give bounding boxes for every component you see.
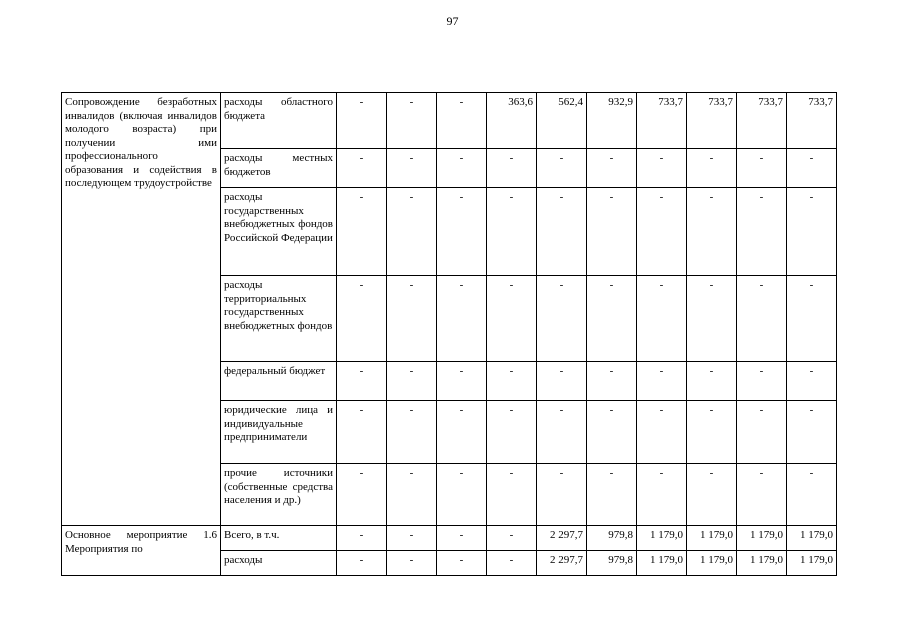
value-cell: -	[337, 464, 387, 526]
value-cell: -	[587, 464, 637, 526]
funding-source-cell: расходы территориальных государственных внебюджетных фондов	[221, 276, 337, 362]
budget-table	[61, 92, 837, 576]
value-cell: -	[337, 149, 387, 188]
table-row	[62, 526, 837, 551]
value-cell: -	[437, 188, 487, 276]
value-cell: -	[387, 149, 437, 188]
value-cell: -	[537, 464, 587, 526]
value-cell: 1 179,0	[687, 551, 737, 576]
value-cell: -	[337, 362, 387, 401]
value-cell: -	[537, 362, 587, 401]
value-cell: -	[437, 276, 487, 362]
value-cell: -	[487, 149, 537, 188]
value-cell: 1 179,0	[737, 551, 787, 576]
value-cell: -	[637, 149, 687, 188]
value-cell: -	[487, 526, 537, 551]
value-cell: -	[437, 93, 487, 149]
value-cell: 1 179,0	[787, 526, 837, 551]
value-cell: -	[487, 401, 537, 464]
value-cell: -	[387, 464, 437, 526]
value-cell: 733,7	[637, 93, 687, 149]
funding-source-cell: прочие источники (собственные средства населения и др.)	[221, 464, 337, 526]
value-cell: -	[537, 188, 587, 276]
value-cell: -	[387, 276, 437, 362]
activity-name-cell: Сопровождение безработных инвалидов (включая инвалидов молодого возраста) при получении ими профессионального образования и содействия в последующем трудоустройстве	[62, 93, 221, 526]
value-cell: -	[487, 464, 537, 526]
value-cell: -	[637, 188, 687, 276]
value-cell: -	[587, 401, 637, 464]
activity-name-cell: Основное мероприятие 1.6 Мероприятия по	[62, 526, 221, 576]
value-cell: -	[787, 188, 837, 276]
value-cell: -	[437, 551, 487, 576]
value-cell: -	[387, 551, 437, 576]
value-cell: 1 179,0	[787, 551, 837, 576]
funding-source-cell: расходы государственных внебюджетных фондов Российской Федерации	[221, 188, 337, 276]
value-cell: -	[737, 401, 787, 464]
value-cell: -	[587, 188, 637, 276]
funding-source-cell: расходы областного бюджета	[221, 93, 337, 149]
value-cell: -	[537, 149, 587, 188]
value-cell: -	[737, 276, 787, 362]
value-cell: -	[487, 362, 537, 401]
value-cell: 1 179,0	[637, 551, 687, 576]
value-cell: -	[437, 362, 487, 401]
value-cell: -	[737, 188, 787, 276]
table-row	[62, 93, 837, 149]
value-cell: -	[487, 551, 537, 576]
value-cell: -	[387, 362, 437, 401]
value-cell: -	[637, 401, 687, 464]
value-cell: 2 297,7	[537, 551, 587, 576]
value-cell: -	[787, 276, 837, 362]
value-cell: -	[737, 464, 787, 526]
value-cell: -	[637, 276, 687, 362]
value-cell: -	[437, 526, 487, 551]
value-cell: -	[337, 93, 387, 149]
value-cell: -	[737, 149, 787, 188]
value-cell: -	[587, 276, 637, 362]
funding-source-cell: юридические лица и индивидуальные предприниматели	[221, 401, 337, 464]
value-cell: -	[437, 401, 487, 464]
value-cell: 733,7	[737, 93, 787, 149]
value-cell: -	[337, 526, 387, 551]
value-cell: -	[487, 188, 537, 276]
value-cell: -	[787, 149, 837, 188]
value-cell: -	[337, 401, 387, 464]
table-body	[62, 93, 837, 576]
value-cell: -	[337, 551, 387, 576]
value-cell: -	[787, 362, 837, 401]
value-cell: -	[787, 401, 837, 464]
value-cell: -	[487, 276, 537, 362]
value-cell: 733,7	[787, 93, 837, 149]
value-cell: -	[537, 276, 587, 362]
value-cell: -	[387, 188, 437, 276]
value-cell: 562,4	[537, 93, 587, 149]
value-cell: -	[537, 401, 587, 464]
value-cell: 979,8	[587, 526, 637, 551]
value-cell: -	[687, 401, 737, 464]
funding-source-cell: расходы местных бюджетов	[221, 149, 337, 188]
value-cell: -	[687, 276, 737, 362]
funding-source-cell: расходы	[221, 551, 337, 576]
value-cell: -	[387, 526, 437, 551]
value-cell: -	[337, 276, 387, 362]
value-cell: 1 179,0	[687, 526, 737, 551]
value-cell: -	[687, 188, 737, 276]
value-cell: -	[387, 93, 437, 149]
page-number: 97	[446, 14, 459, 28]
value-cell: -	[687, 464, 737, 526]
value-cell: 979,8	[587, 551, 637, 576]
value-cell: -	[737, 362, 787, 401]
value-cell: 733,7	[687, 93, 737, 149]
value-cell: -	[637, 362, 687, 401]
value-cell: 1 179,0	[637, 526, 687, 551]
value-cell: -	[437, 464, 487, 526]
value-cell: -	[587, 149, 637, 188]
value-cell: -	[337, 188, 387, 276]
value-cell: -	[637, 464, 687, 526]
value-cell: -	[437, 149, 487, 188]
funding-source-cell: Всего, в т.ч.	[221, 526, 337, 551]
value-cell: -	[687, 149, 737, 188]
value-cell: 363,6	[487, 93, 537, 149]
value-cell: 932,9	[587, 93, 637, 149]
value-cell: -	[387, 401, 437, 464]
value-cell: 2 297,7	[537, 526, 587, 551]
value-cell: -	[587, 362, 637, 401]
value-cell: -	[787, 464, 837, 526]
value-cell: 1 179,0	[737, 526, 787, 551]
funding-source-cell: федеральный бюджет	[221, 362, 337, 401]
value-cell: -	[687, 362, 737, 401]
